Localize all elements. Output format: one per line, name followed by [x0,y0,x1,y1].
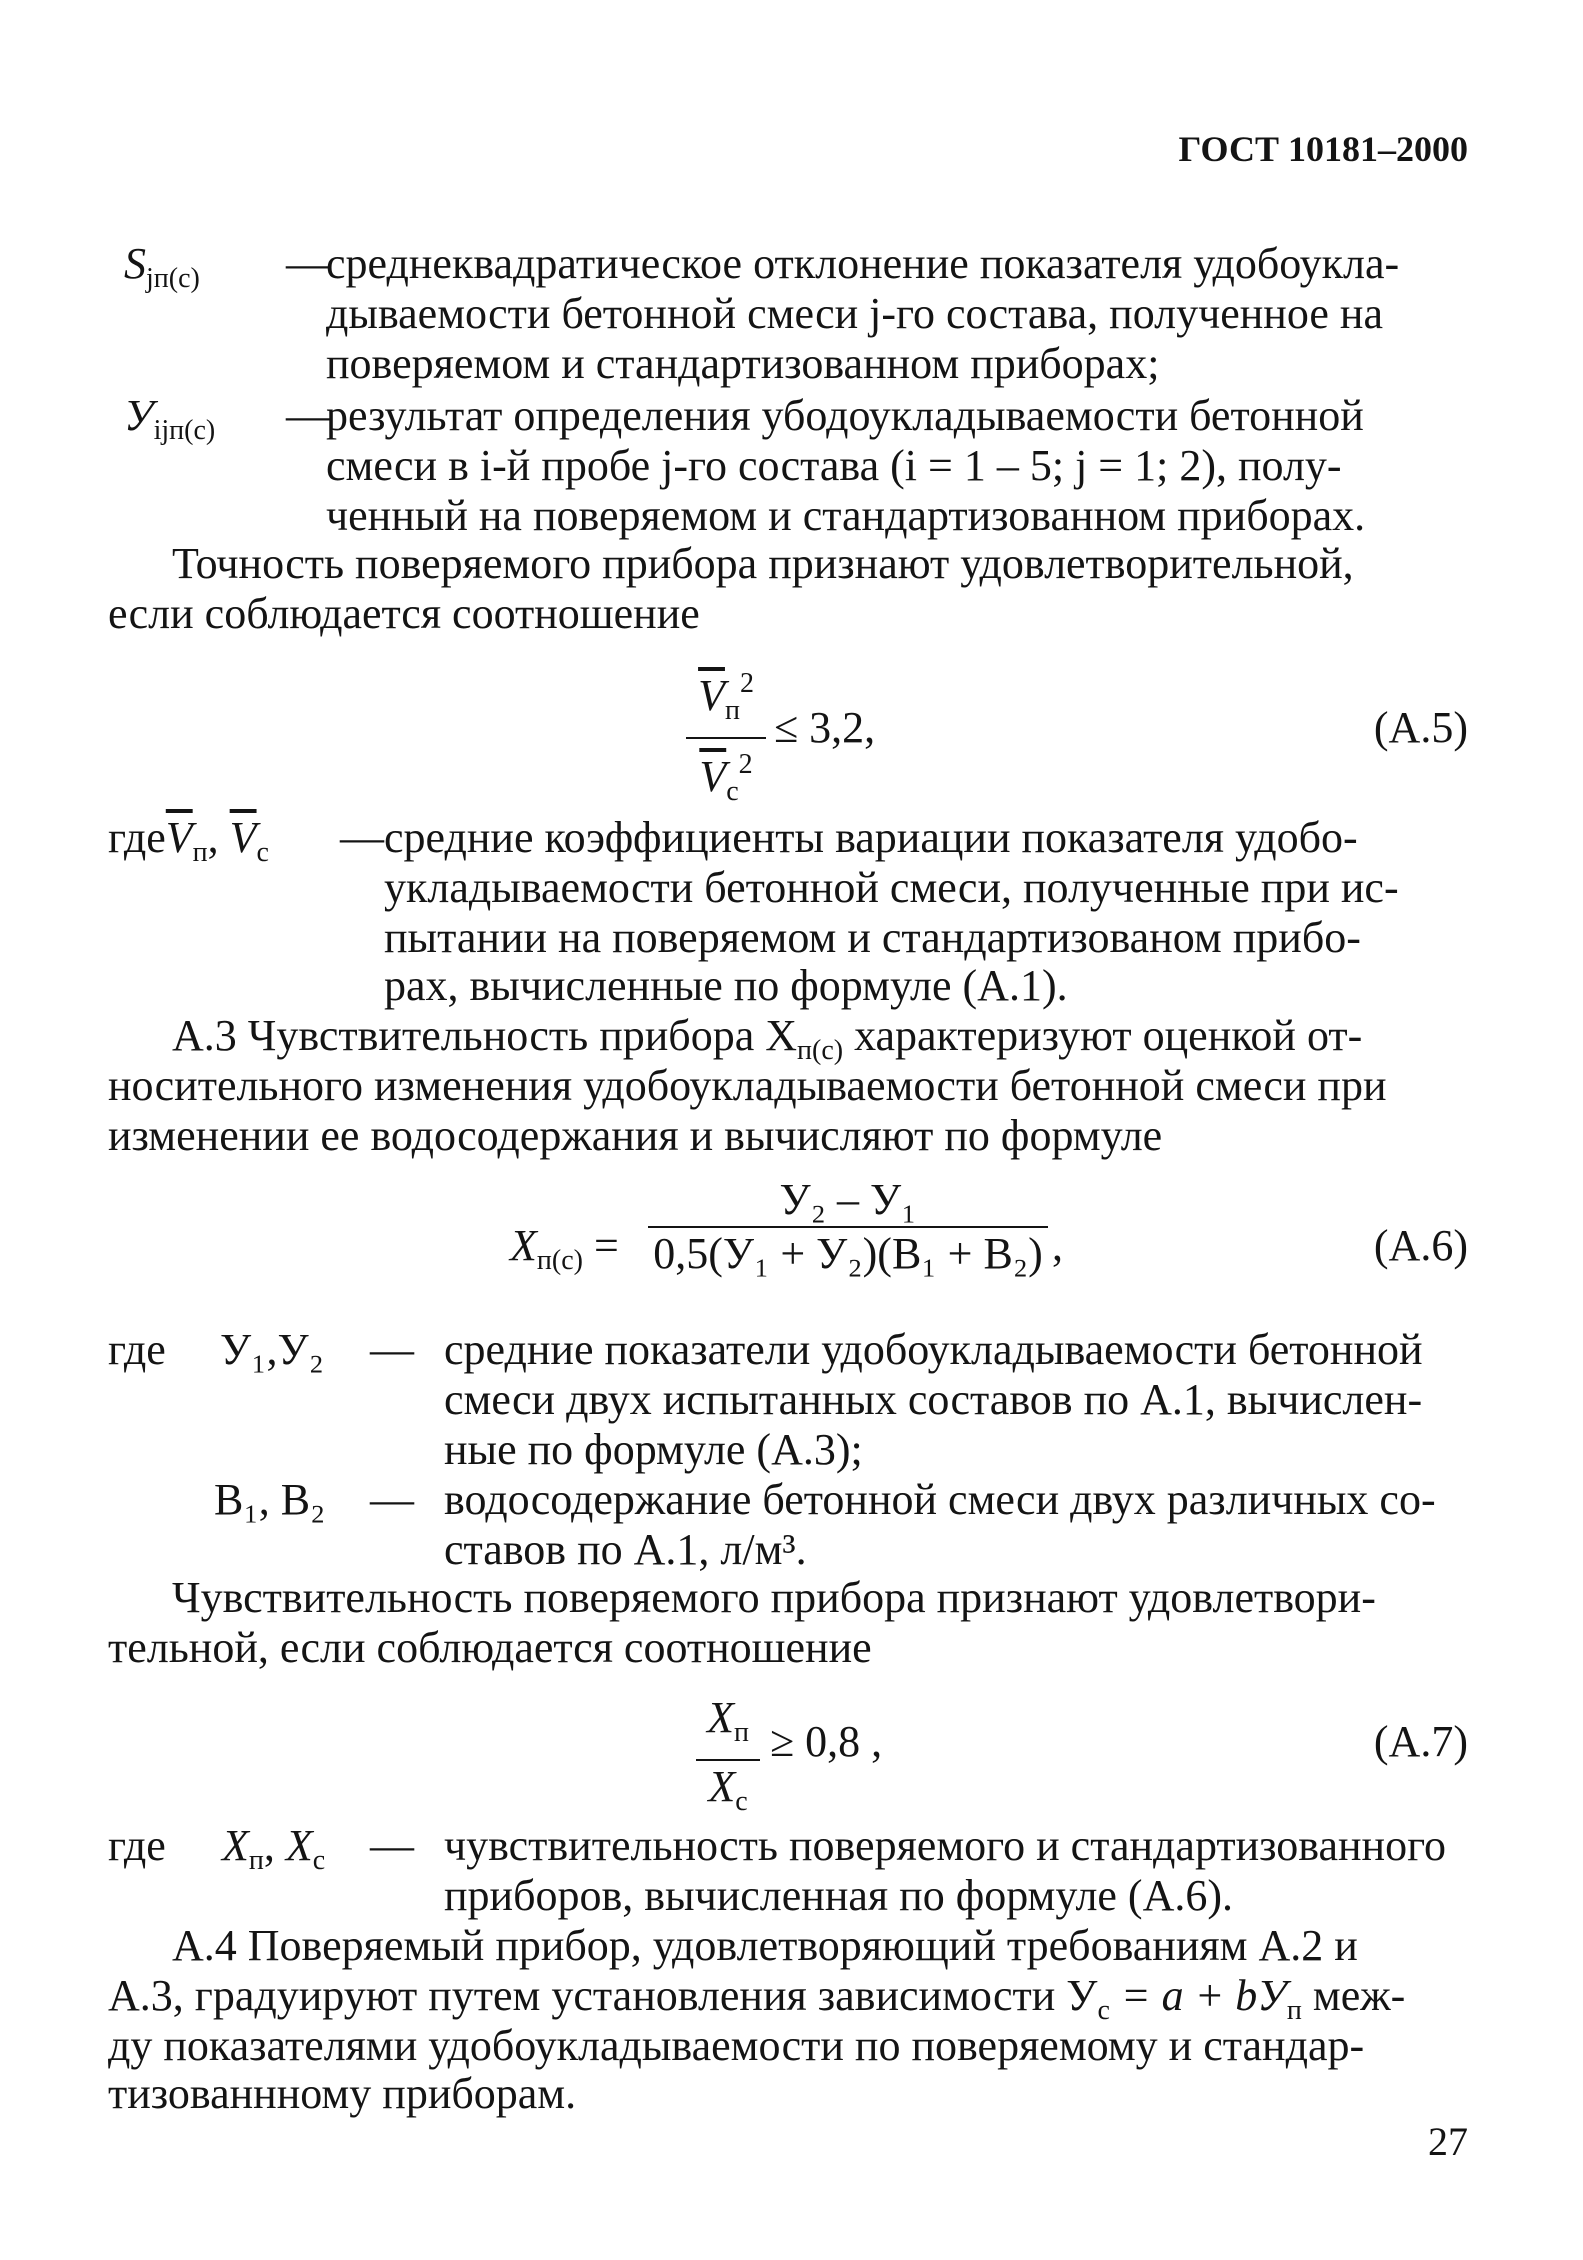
paragraph-line: носительного изменения удобоукладываемости бетонной смеси при [108,1061,1387,1110]
def-line: ставов по А.1, л/м³. [444,1525,807,1574]
def-dash: — [370,1821,414,1870]
formula-a6-fraction: У₂ – У₁ 0,5(У₁ + У₂)(В₁ + В₂) [648,1176,1048,1278]
paragraph-line: ду показателями удобоукладываемости по поверяемому и стандар- [108,2021,1365,2070]
def-prefix: где [108,1821,166,1870]
def-line: укладываемости бетонной смеси, полученные при ис- [384,863,1399,912]
paragraph-line: если соблюдается соотношение [108,589,700,638]
def-dash: — [286,239,330,288]
def-line: ченный на поверяемом и стандартизованном приборах. [326,491,1366,540]
def-line: водосодержание бетонной смеси двух различных со- [444,1475,1436,1524]
def-dash: — [286,391,330,440]
paragraph-line: изменении ее водосодержания и вычисляют по формуле [108,1111,1163,1160]
equation-number: (А.6) [1373,1221,1468,1270]
paragraph-line: Точность поверяемого прибора признают удовлетворительной, [172,539,1354,588]
symbol-s: $S_{jп(с)}$ [124,239,200,294]
def-line: поверяемом и стандартизованном приборах; [326,339,1160,388]
formula-a7-relation: ≥ 0,8 , [770,1717,883,1766]
paragraph-line: А.3, градуируют путем установления зависимости $У_с = a + bУ_п$ меж- [108,1971,1406,2026]
formula-a6-tail: , [1052,1221,1063,1270]
paragraph-line: тельной, если соблюдается соотношение [108,1623,872,1672]
def-dash: — [370,1325,414,1374]
paragraph-line: тизованнному приборам. [108,2069,577,2118]
def-symbols: У₁,У₂ [220,1325,324,1374]
def-line: средние коэффициенты вариации показателя удобо- [384,813,1358,862]
symbol-y: $У_{ijп(с)}$ [124,391,216,446]
paragraph-line: А.3 Чувствительность прибора $X_{п(с)}$ характеризуют оценкой от- [172,1011,1363,1066]
formula-a7-fraction: $X_п$ $X_с$ [696,1694,760,1826]
def-prefix: где [108,1325,166,1374]
def-line: дываемости бетонной смеси j-го состава, полученное на [326,289,1383,338]
document-header: ГОСТ 10181–2000 [1178,129,1468,169]
paragraph-line: Чувствительность поверяемого прибора признают удовлетвори- [172,1573,1376,1622]
def-dash: — [340,813,384,862]
def-symbols: $X_п$, $X_с$ [222,1821,326,1876]
def-line: приборов, вычисленная по формуле (А.6). [444,1871,1234,1920]
def-line: рах, вычисленные по формуле (А.1). [384,961,1068,1010]
def-symbols: $где\overline{V}_п$, $\overline{V}_с$ [108,813,269,868]
def-line: ные по формуле (А.3); [444,1425,863,1474]
equation-number: (А.5) [1373,703,1468,752]
formula-a5-relation: ≤ 3,2, [774,703,876,752]
formula-a6-lhs: $X_{п(с)}$ = [510,1221,619,1276]
def-line: смеси в i-й пробе j-го состава (i = 1 – 5; j = 1; 2), полу- [326,441,1342,490]
def-line: среднеквадратическое отклонение показателя удобоукла- [326,239,1400,288]
page-number: 27 [1428,2119,1468,2164]
paragraph-line: А.4 Поверяемый прибор, удовлетворяющий требованиям А.2 и [172,1921,1358,1970]
def-line: пытании на поверяемом и стандартизованом прибо- [384,913,1361,962]
def-line: результат определения убодоукладываемости бетонной [326,391,1364,440]
def-symbols: В₁, В₂ [214,1475,326,1524]
def-dash: — [370,1475,414,1524]
def-line: чувствительность поверяемого и стандартизованного [444,1821,1447,1870]
formula-a5-fraction: $\overline{V}_п^2$ $\overline{V}_с^2$ [686,660,766,816]
def-line: смеси двух испытанных составов по А.1, вычислен- [444,1375,1423,1424]
def-line: средние показатели удобоукладываемости бетонной [444,1325,1423,1374]
equation-number: (А.7) [1373,1717,1468,1766]
